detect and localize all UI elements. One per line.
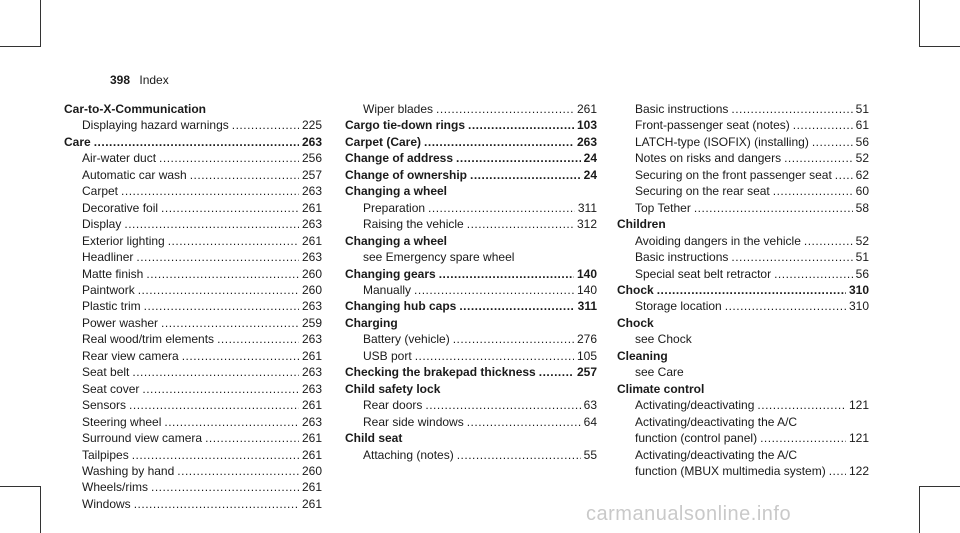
leader-dots bbox=[757, 397, 846, 413]
index-heading bbox=[345, 233, 597, 249]
leader-dots bbox=[428, 200, 575, 216]
index-subentry-label: Plastic trim bbox=[82, 299, 141, 314]
leader-dots bbox=[774, 266, 853, 282]
leader-dots bbox=[436, 101, 574, 117]
index-subentry-label: Preparation bbox=[363, 200, 426, 215]
page-ref: 63 bbox=[583, 398, 597, 413]
index-heading bbox=[617, 315, 869, 331]
page-ref: 122 bbox=[848, 463, 869, 478]
index-subentry bbox=[345, 348, 597, 364]
leader-dots bbox=[425, 397, 580, 413]
page-ref: 261 bbox=[301, 447, 322, 462]
index-subentry bbox=[64, 183, 322, 199]
index-subentry bbox=[617, 167, 869, 183]
leader-dots bbox=[424, 134, 574, 150]
index-subentry bbox=[617, 447, 869, 463]
index-entry bbox=[617, 381, 869, 480]
leader-dots bbox=[835, 167, 853, 183]
index-heading-label: Climate control bbox=[617, 381, 705, 396]
index-subentry bbox=[617, 266, 869, 282]
index-subentry-label: Securing on the front passenger seat bbox=[635, 167, 832, 182]
index-heading bbox=[64, 101, 322, 117]
index-subentry-label: Activating/deactivating bbox=[635, 398, 755, 413]
index-subentry-label: Attaching (notes) bbox=[363, 447, 454, 462]
index-entry bbox=[345, 233, 597, 266]
index-entry bbox=[64, 101, 322, 134]
page-ref: 140 bbox=[576, 266, 597, 281]
index-entry bbox=[617, 315, 869, 348]
leader-dots bbox=[456, 150, 581, 166]
leader-dots bbox=[94, 134, 299, 150]
index-subentry bbox=[345, 101, 597, 117]
index-subentry bbox=[64, 496, 322, 512]
leader-dots bbox=[731, 249, 852, 265]
index-subentry-label: function (control panel) bbox=[635, 431, 758, 446]
page-ref: 263 bbox=[301, 414, 322, 429]
page-ref: 52 bbox=[855, 233, 869, 248]
index-subentry bbox=[617, 331, 869, 347]
index-subentry bbox=[617, 463, 869, 479]
index-subentry bbox=[617, 397, 869, 413]
index-subentry-label: Front-passenger seat (notes) bbox=[635, 118, 790, 133]
page-ref: 259 bbox=[301, 315, 322, 330]
index-entry bbox=[617, 348, 869, 381]
index-subentry-label: Air-water duct bbox=[82, 151, 157, 166]
index-entry bbox=[345, 298, 597, 314]
index-subentry-label: Basic instructions bbox=[635, 102, 729, 116]
crop-mark bbox=[0, 46, 41, 47]
page-ref: 311 bbox=[577, 200, 597, 215]
index-heading-label: Cargo tie-down rings bbox=[345, 118, 465, 133]
index-subentry bbox=[617, 233, 869, 249]
page-ref: 263 bbox=[301, 332, 322, 347]
leader-dots bbox=[539, 364, 574, 380]
index-entry bbox=[345, 117, 597, 133]
index-heading-label: Child seat bbox=[345, 431, 403, 446]
index-entry bbox=[345, 430, 597, 463]
leader-dots bbox=[121, 183, 299, 199]
index-heading-label: Change of ownership bbox=[345, 167, 468, 182]
leader-dots bbox=[146, 266, 299, 282]
page-ref: 51 bbox=[855, 250, 869, 265]
leader-dots bbox=[161, 315, 299, 331]
index-subentry-label: Matte finish bbox=[82, 266, 144, 281]
index-subentry bbox=[64, 430, 322, 446]
leader-dots bbox=[151, 479, 299, 495]
leader-dots bbox=[124, 216, 299, 232]
index-heading bbox=[617, 216, 869, 232]
index-subentry bbox=[617, 183, 869, 199]
page-ref: 225 bbox=[301, 118, 322, 133]
index-subentry bbox=[64, 233, 322, 249]
index-entry bbox=[64, 134, 322, 512]
index-column-3 bbox=[617, 101, 869, 479]
leader-dots bbox=[159, 150, 299, 166]
index-heading-label: Changing a wheel bbox=[345, 233, 448, 248]
crop-mark bbox=[919, 46, 960, 47]
index-subentry bbox=[64, 331, 322, 347]
page-ref: 105 bbox=[576, 348, 597, 363]
index-subentry bbox=[617, 134, 869, 150]
index-subentry-label: Real wood/trim elements bbox=[82, 332, 215, 347]
leader-dots bbox=[414, 282, 574, 298]
index-subentry bbox=[617, 364, 869, 380]
index-subentry-label: Rear doors bbox=[363, 398, 423, 413]
page-ref: 103 bbox=[576, 118, 597, 133]
index-subentry-label: Decorative foil bbox=[82, 200, 159, 215]
index-entry bbox=[345, 266, 597, 299]
index-entry bbox=[345, 150, 597, 166]
index-subentry bbox=[64, 117, 322, 133]
index-heading-label: Car-to-X-Communication bbox=[64, 102, 206, 116]
index-subentry-label: function (MBUX multimedia system) bbox=[635, 463, 826, 478]
leader-dots bbox=[439, 266, 574, 282]
leader-dots bbox=[467, 216, 574, 232]
page-ref: 276 bbox=[576, 332, 597, 347]
index-subentry-label: Displaying hazard warnings bbox=[82, 118, 229, 133]
index-heading bbox=[617, 282, 869, 298]
index-subentry-label: Paintwork bbox=[82, 282, 135, 297]
index-heading-label: Changing hub caps bbox=[345, 299, 457, 314]
index-subentry bbox=[345, 414, 597, 430]
leader-dots bbox=[415, 348, 574, 364]
page-ref: 56 bbox=[855, 266, 869, 281]
leader-dots bbox=[829, 463, 846, 479]
crop-mark bbox=[919, 486, 960, 487]
index-subentry-label: Activating/deactivating the A/C bbox=[635, 414, 798, 429]
leader-dots bbox=[725, 298, 846, 314]
page-ref: 261 bbox=[576, 102, 597, 116]
page-ref: 56 bbox=[855, 134, 869, 149]
index-subentry-label: Activating/deactivating the A/C bbox=[635, 447, 798, 462]
index-subentry-label: Securing on the rear seat bbox=[635, 184, 770, 199]
watermark-logo: carmanualsonline.info bbox=[586, 503, 792, 525]
page-ref: 312 bbox=[576, 217, 597, 232]
leader-dots bbox=[453, 331, 574, 347]
page-ref: 62 bbox=[855, 167, 869, 182]
index-subentry bbox=[345, 216, 597, 232]
index-subentry-label: Notes on risks and dangers bbox=[635, 151, 782, 166]
index-heading bbox=[345, 266, 597, 282]
index-subentry bbox=[345, 447, 597, 463]
page-ref: 261 bbox=[301, 348, 322, 363]
page-ref: 261 bbox=[301, 431, 322, 446]
index-heading bbox=[617, 348, 869, 364]
index-subentry bbox=[617, 249, 869, 265]
index-heading bbox=[345, 167, 597, 183]
index-entry bbox=[617, 216, 869, 282]
leader-dots bbox=[812, 134, 853, 150]
index-subentry bbox=[617, 101, 869, 117]
index-subentry bbox=[64, 167, 322, 183]
page-ref: 261 bbox=[301, 480, 322, 495]
index-heading-label: Charging bbox=[345, 315, 398, 330]
page-ref: 24 bbox=[583, 167, 597, 182]
index-subentry-label: Headliner bbox=[82, 250, 134, 265]
page-ref: 263 bbox=[301, 250, 322, 265]
index-heading bbox=[617, 381, 869, 397]
page-ref: 257 bbox=[576, 365, 597, 380]
index-subentry bbox=[64, 364, 322, 380]
index-subentry-label: Raising the vehicle bbox=[363, 217, 464, 232]
page-ref: 256 bbox=[301, 151, 322, 166]
index-subentry-label: Tailpipes bbox=[82, 447, 129, 462]
leader-dots bbox=[457, 447, 581, 463]
index-heading-label: Change of address bbox=[345, 151, 454, 166]
index-subentry bbox=[64, 447, 322, 463]
index-subentry bbox=[345, 249, 597, 265]
page-ref: 263 bbox=[301, 365, 322, 380]
page-ref: 261 bbox=[301, 496, 322, 511]
index-heading-label: Cleaning bbox=[617, 348, 668, 363]
index-subentry-label: Basic instructions bbox=[635, 250, 729, 265]
crop-mark bbox=[40, 0, 41, 47]
index-subentry bbox=[345, 282, 597, 298]
index-subentry-label: Rear view camera bbox=[82, 348, 179, 363]
index-subentry bbox=[345, 397, 597, 413]
section-title: Index bbox=[139, 73, 169, 87]
page-ref: 261 bbox=[301, 233, 322, 248]
leader-dots bbox=[142, 381, 299, 397]
page-ref: 261 bbox=[301, 200, 322, 215]
leader-dots bbox=[217, 331, 299, 347]
index-subentry-label: Automatic car wash bbox=[82, 167, 187, 182]
index-subentry-label: Manually bbox=[363, 282, 412, 297]
page-ref: 260 bbox=[301, 463, 322, 478]
index-heading bbox=[345, 183, 597, 199]
index-subentry bbox=[64, 216, 322, 232]
page-ref: 260 bbox=[301, 282, 322, 297]
index-subentry-label: LATCH-type (ISOFIX) (installing) bbox=[635, 134, 809, 149]
index-column-1 bbox=[64, 101, 322, 512]
leader-dots bbox=[804, 233, 853, 249]
index-subentry-label: Avoiding dangers in the vehicle bbox=[635, 233, 801, 248]
index-heading-label: Checking the brakepad thickness bbox=[345, 365, 536, 380]
index-column-2 bbox=[345, 101, 597, 463]
index-subentry bbox=[64, 298, 322, 314]
index-subentry bbox=[64, 266, 322, 282]
page-ref: 24 bbox=[583, 151, 597, 166]
index-subentry-label: see Chock bbox=[635, 332, 692, 347]
crop-mark bbox=[40, 486, 41, 533]
page-number: 398 bbox=[110, 73, 131, 87]
leader-dots bbox=[232, 117, 299, 133]
leader-dots bbox=[129, 397, 299, 413]
page-ref: 263 bbox=[301, 381, 322, 396]
index-subentry bbox=[64, 200, 322, 216]
index-heading-label: Chock bbox=[617, 315, 654, 330]
page-ref: 263 bbox=[301, 299, 322, 314]
leader-dots bbox=[132, 447, 299, 463]
page-ref: 51 bbox=[855, 102, 869, 116]
leader-dots bbox=[468, 117, 574, 133]
index-subentry-label: Washing by hand bbox=[82, 463, 175, 478]
index-heading-label: Care bbox=[64, 134, 91, 149]
index-heading-label: Chock bbox=[617, 282, 654, 297]
leader-dots bbox=[784, 150, 853, 166]
page-header bbox=[110, 73, 169, 87]
index-entry bbox=[345, 167, 597, 183]
leader-dots bbox=[793, 117, 853, 133]
index-heading-label: Carpet (Care) bbox=[345, 134, 422, 149]
leader-dots bbox=[144, 298, 299, 314]
page-ref: 121 bbox=[848, 431, 869, 446]
page-ref: 310 bbox=[848, 282, 869, 297]
page-ref: 61 bbox=[855, 118, 869, 133]
index-heading bbox=[345, 364, 597, 380]
index-subentry bbox=[617, 298, 869, 314]
index-subentry-label: Exterior lighting bbox=[82, 233, 165, 248]
page-ref: 261 bbox=[301, 398, 322, 413]
index-subentry bbox=[345, 200, 597, 216]
index-subentry bbox=[64, 463, 322, 479]
index-entry bbox=[345, 183, 597, 232]
index-heading bbox=[345, 430, 597, 446]
index-heading-label: Changing gears bbox=[345, 266, 436, 281]
page-ref: 140 bbox=[576, 282, 597, 297]
index-subentry bbox=[64, 479, 322, 495]
index-subentry-label: Seat cover bbox=[82, 381, 140, 396]
page-ref: 55 bbox=[583, 447, 597, 462]
leader-dots bbox=[470, 167, 581, 183]
index-heading bbox=[64, 134, 322, 150]
index-heading bbox=[345, 117, 597, 133]
index-subentry-label: Wheels/rims bbox=[82, 480, 149, 495]
page-ref: 263 bbox=[301, 217, 322, 232]
index-subentry-label: Display bbox=[82, 217, 122, 232]
page-ref: 64 bbox=[583, 414, 597, 429]
leader-dots bbox=[694, 200, 853, 216]
index-heading-label: Children bbox=[617, 217, 666, 232]
index-heading bbox=[345, 381, 597, 397]
index-subentry-label: Sensors bbox=[82, 398, 127, 413]
index-subentry-label: see Care bbox=[635, 365, 684, 380]
index-subentry bbox=[617, 430, 869, 446]
leader-dots bbox=[190, 167, 299, 183]
index-subentry-label: USB port bbox=[363, 348, 412, 363]
index-subentry-label: Storage location bbox=[635, 299, 722, 314]
index-subentry-label: see Emergency spare wheel bbox=[363, 250, 515, 265]
page-ref: 52 bbox=[855, 151, 869, 166]
page-ref: 58 bbox=[855, 200, 869, 215]
leader-dots bbox=[177, 463, 299, 479]
index-subentry bbox=[617, 150, 869, 166]
index-subentry bbox=[617, 200, 869, 216]
index-subentry-label: Carpet bbox=[82, 184, 119, 199]
leader-dots bbox=[205, 430, 299, 446]
index-subentry bbox=[64, 249, 322, 265]
leader-dots bbox=[136, 249, 299, 265]
page-ref: 310 bbox=[848, 299, 869, 314]
index-subentry bbox=[617, 414, 869, 430]
crop-mark bbox=[919, 486, 920, 533]
index-subentry-label: Steering wheel bbox=[82, 414, 162, 429]
page-ref: 263 bbox=[301, 134, 322, 149]
index-entry bbox=[617, 282, 869, 315]
crop-mark bbox=[0, 486, 41, 487]
leader-dots bbox=[161, 200, 299, 216]
index-subentry bbox=[64, 381, 322, 397]
index-subentry bbox=[64, 282, 322, 298]
index-subentry bbox=[64, 315, 322, 331]
index-entry bbox=[345, 364, 597, 380]
leader-dots bbox=[459, 298, 574, 314]
index-heading-label: Child safety lock bbox=[345, 381, 441, 396]
index-subentry-label: Seat belt bbox=[82, 365, 130, 380]
index-subentry-label: Battery (vehicle) bbox=[363, 332, 450, 347]
index-entry bbox=[345, 315, 597, 364]
leader-dots bbox=[168, 233, 299, 249]
leader-dots bbox=[773, 183, 853, 199]
index-subentry-label: Windows bbox=[82, 496, 131, 511]
index-subentry bbox=[64, 414, 322, 430]
index-entry bbox=[345, 134, 597, 150]
leader-dots bbox=[132, 364, 299, 380]
leader-dots bbox=[731, 101, 852, 117]
leader-dots bbox=[657, 282, 846, 298]
index-heading-label: Changing a wheel bbox=[345, 184, 448, 199]
index-subentry bbox=[64, 150, 322, 166]
index-entry bbox=[345, 101, 597, 117]
index-subentry-label: Power washer bbox=[82, 315, 159, 330]
index-subentry bbox=[345, 331, 597, 347]
index-subentry bbox=[64, 348, 322, 364]
index-subentry-label: Rear side windows bbox=[363, 414, 464, 429]
leader-dots bbox=[760, 430, 846, 446]
page-ref: 260 bbox=[301, 266, 322, 281]
index-subentry bbox=[64, 397, 322, 413]
leader-dots bbox=[467, 414, 581, 430]
index-subentry-label: Wiper blades bbox=[363, 102, 434, 116]
index-heading bbox=[345, 315, 597, 331]
index-subentry-label: Top Tether bbox=[635, 200, 691, 215]
page-ref: 311 bbox=[577, 299, 597, 314]
index-heading bbox=[345, 150, 597, 166]
index-subentry-label: Surround view camera bbox=[82, 431, 203, 446]
leader-dots bbox=[164, 414, 299, 430]
page-ref: 263 bbox=[576, 134, 597, 149]
leader-dots bbox=[182, 348, 299, 364]
leader-dots bbox=[138, 282, 299, 298]
index-heading bbox=[345, 298, 597, 314]
page-ref: 121 bbox=[848, 398, 869, 413]
crop-mark bbox=[919, 0, 920, 47]
page-ref: 60 bbox=[855, 184, 869, 199]
index-entry bbox=[617, 101, 869, 216]
index-subentry-label: Special seat belt retractor bbox=[635, 266, 772, 281]
leader-dots bbox=[134, 496, 299, 512]
index-heading bbox=[345, 134, 597, 150]
page-ref: 263 bbox=[301, 184, 322, 199]
index-entry bbox=[345, 381, 597, 430]
page-ref: 257 bbox=[301, 167, 322, 182]
index-subentry bbox=[617, 117, 869, 133]
